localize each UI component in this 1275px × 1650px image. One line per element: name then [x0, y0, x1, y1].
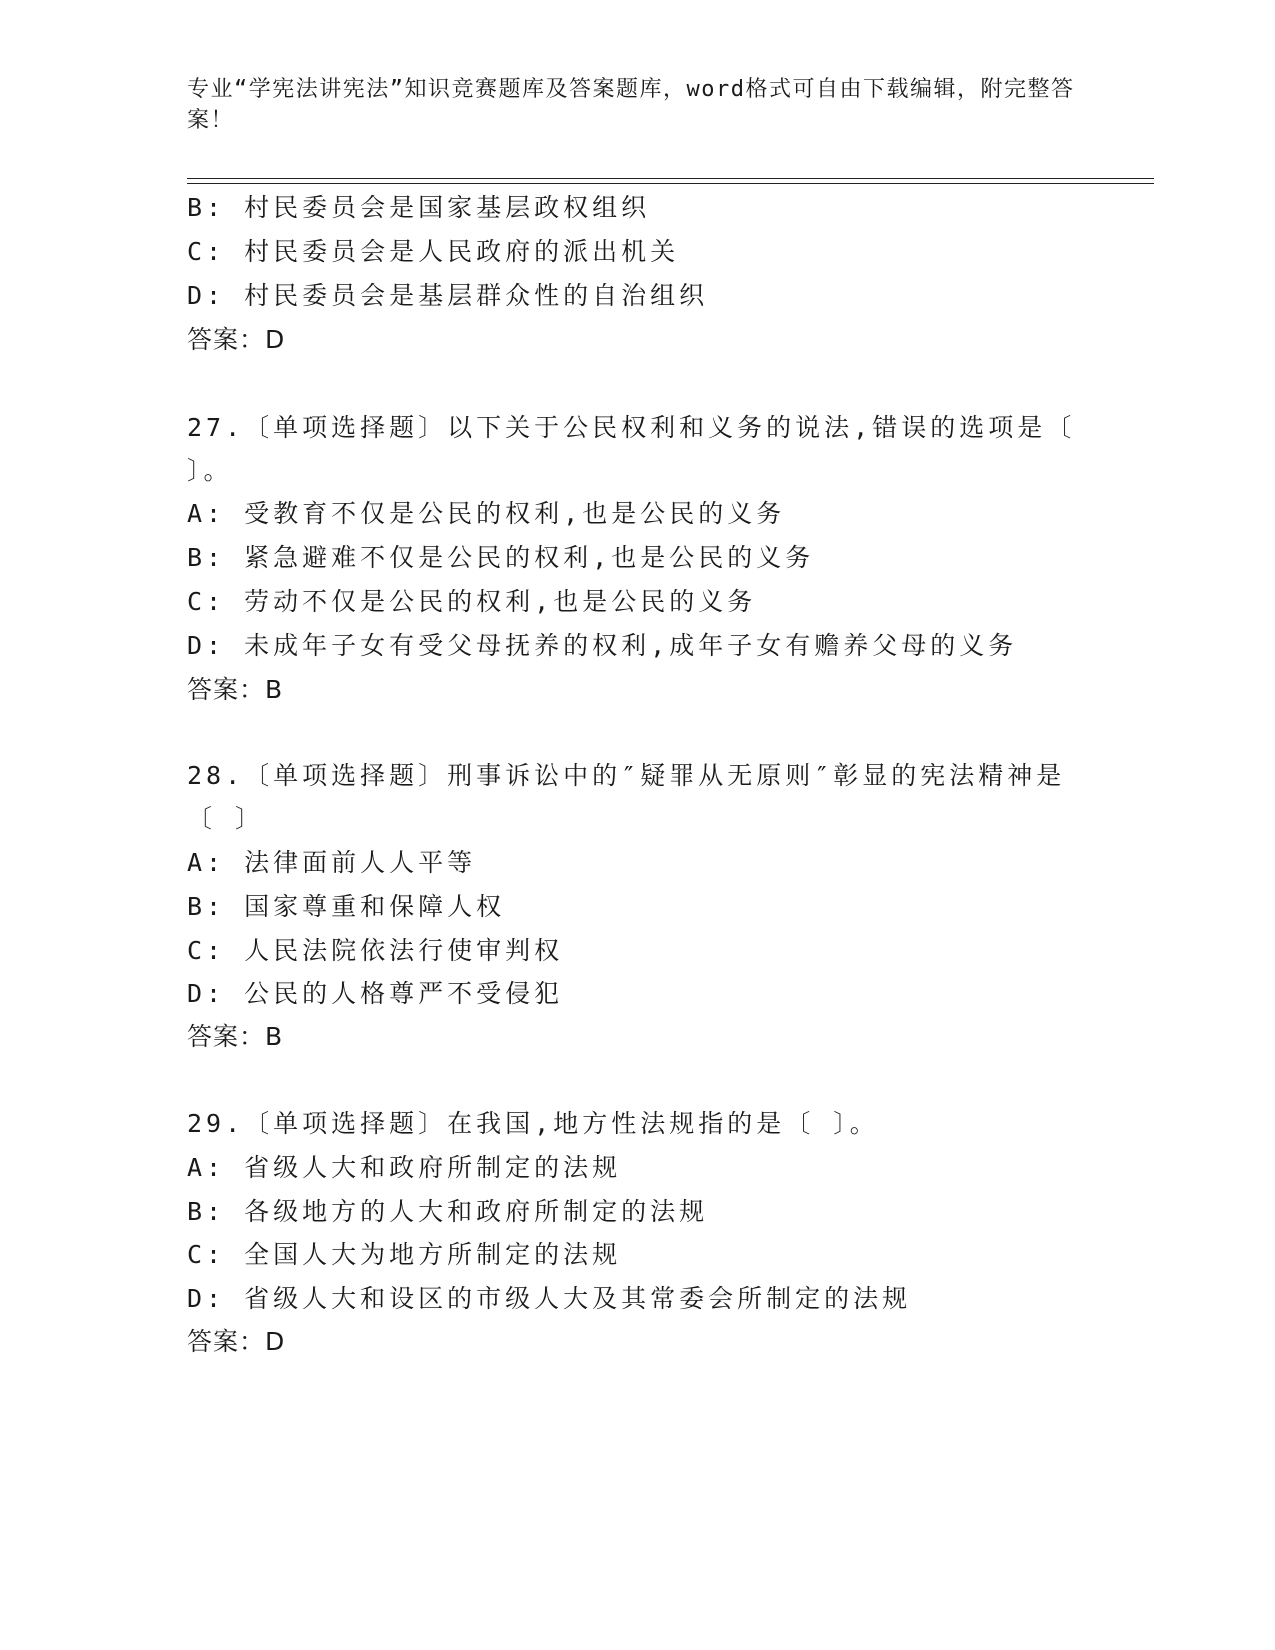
q27-stem-line2: 〕。: [187, 456, 233, 485]
q29-option-a: A: 省级人大和政府所制定的法规: [187, 1153, 622, 1182]
q27-option-d: D: 未成年子女有受父母抚养的权利,成年子女有赡养父母的义务: [187, 631, 1018, 660]
q29-stem-line1: 29.〔单项选择题〕在我国,地方性法规指的是〔 〕。: [187, 1109, 879, 1138]
q26-option-d: D: 村民委员会是基层群众性的自治组织: [187, 281, 709, 310]
q26-option-b: B: 村民委员会是国家基层政权组织: [187, 193, 651, 222]
q26-answer: 答案：D: [187, 325, 286, 354]
q27-option-a: A: 受教育不仅是公民的权利,也是公民的义务: [187, 499, 786, 528]
q27-answer: 答案：B: [187, 675, 284, 704]
q28-option-a: A: 法律面前人人平等: [187, 848, 477, 877]
header-divider-top: [187, 178, 1154, 179]
q28-option-b: B: 国家尊重和保障人权: [187, 892, 506, 921]
q28-stem-line2: 〔 〕: [187, 804, 265, 833]
q28-stem-line1: 28.〔单项选择题〕刑事诉讼中的″疑罪从无原则″彰显的宪法精神是: [187, 761, 1066, 790]
q27-option-c: C: 劳动不仅是公民的权利,也是公民的义务: [187, 587, 757, 616]
q27-stem-line1: 27.〔单项选择题〕以下关于公民权利和义务的说法,错误的选项是〔: [187, 413, 1076, 442]
q28-answer: 答案：B: [187, 1022, 284, 1051]
q27-option-b: B: 紧急避难不仅是公民的权利,也是公民的义务: [187, 543, 815, 572]
q28-option-d: D: 公民的人格尊严不受侵犯: [187, 979, 564, 1008]
q28-option-c: C: 人民法院依法行使审判权: [187, 936, 564, 965]
header-divider-bottom: [187, 183, 1154, 184]
q26-option-c: C: 村民委员会是人民政府的派出机关: [187, 237, 680, 266]
q29-answer: 答案：D: [187, 1327, 286, 1356]
q29-option-d: D: 省级人大和设区的市级人大及其常委会所制定的法规: [187, 1284, 912, 1313]
q29-option-c: C: 全国人大为地方所制定的法规: [187, 1240, 622, 1269]
q29-option-b: B: 各级地方的人大和政府所制定的法规: [187, 1197, 709, 1226]
document-header: 专业“学宪法讲宪法”知识竞赛题库及答案题库，word格式可自由下载编辑，附完整答案！: [187, 77, 1075, 133]
